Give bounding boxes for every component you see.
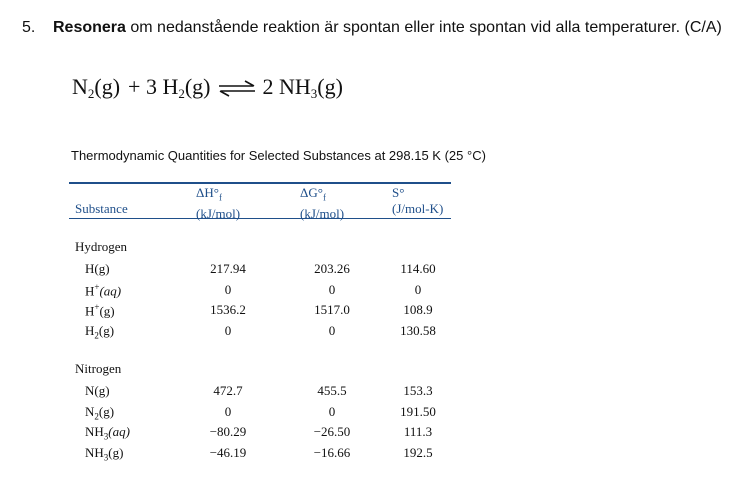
gibbs-cell: −16.66 <box>313 444 351 460</box>
question-text <box>53 16 733 40</box>
enthalpy-cell: 0 <box>224 403 232 419</box>
enthalpy-cell: 1536.2 <box>210 302 246 317</box>
question-body: om nedanstående reaktion är spontan eller inte spontan vid alla temperaturer. (C/A) <box>130 19 722 36</box>
enthalpy-cell: 0 <box>224 281 232 297</box>
entropy-cell: 0 <box>414 281 422 297</box>
reactant-nitrogen: $N_2(g)$ <box>72 74 121 101</box>
entropy-cell: 130.58 <box>400 322 436 338</box>
group-label: Nitrogen <box>75 361 122 376</box>
group-label: Hydrogen <box>75 239 127 254</box>
enthalpy-cell: −46.19 <box>209 444 247 460</box>
substance-cell: $NH_3(g)$ <box>85 444 124 463</box>
table-title: Thermodynamic Quantities for Selected Substances at 298.15 K (25 °C) <box>71 148 486 163</box>
table-top-rule <box>69 182 451 184</box>
gibbs-cell: 203.26 <box>314 261 350 276</box>
substance-cell: N(g) <box>85 383 110 398</box>
gibbs-cell: 0 <box>328 403 336 419</box>
header-substance: Substance <box>75 201 128 216</box>
entropy-cell: 114.60 <box>400 261 436 276</box>
header-entropy: S° (J/mol-K) <box>392 185 444 216</box>
reaction-equation <box>72 74 343 102</box>
substance-cell: H+(g) <box>85 302 115 319</box>
substance-cell: $NH_3(aq)$ <box>85 424 130 442</box>
gibbs-cell: 0 <box>328 281 336 297</box>
enthalpy-cell: 472.7 <box>213 383 243 398</box>
question-bold-word: Resonera <box>53 19 126 36</box>
gibbs-cell: 1517.0 <box>314 302 350 317</box>
product-ammonia: 2 $NH_3(g)$ <box>262 74 343 101</box>
entropy-cell: 191.50 <box>400 403 436 419</box>
enthalpy-cell: −80.29 <box>209 424 247 439</box>
substance-cell: $H_2(g)$ <box>85 322 115 341</box>
header-enthalpy: $\Delta H^\circ_f$ (kJ/mol) <box>196 185 241 221</box>
table-header-rule <box>69 218 451 219</box>
entropy-cell: 192.5 <box>403 444 433 460</box>
substance-cell: H+(aq) <box>85 281 122 298</box>
gibbs-cell: 0 <box>328 322 336 338</box>
reactant-hydrogen: + 3 $H_2(g)$ <box>128 74 211 101</box>
entropy-cell: 153.3 <box>403 383 433 398</box>
entropy-cell: 108.9 <box>403 302 433 317</box>
enthalpy-cell: 0 <box>224 322 232 338</box>
enthalpy-cell: 217.94 <box>210 261 246 276</box>
gibbs-cell: 455.5 <box>317 383 347 398</box>
substance-cell: $N_2(g)$ <box>85 403 115 422</box>
question-number: 5. <box>22 19 36 36</box>
gibbs-cell: −26.50 <box>313 424 351 439</box>
entropy-cell: 111.3 <box>403 424 433 439</box>
equilibrium-arrow-icon <box>217 79 257 97</box>
substance-cell: H(g) <box>85 261 110 276</box>
header-gibbs: $\Delta G^\circ_f$ (kJ/mol) <box>300 185 345 221</box>
